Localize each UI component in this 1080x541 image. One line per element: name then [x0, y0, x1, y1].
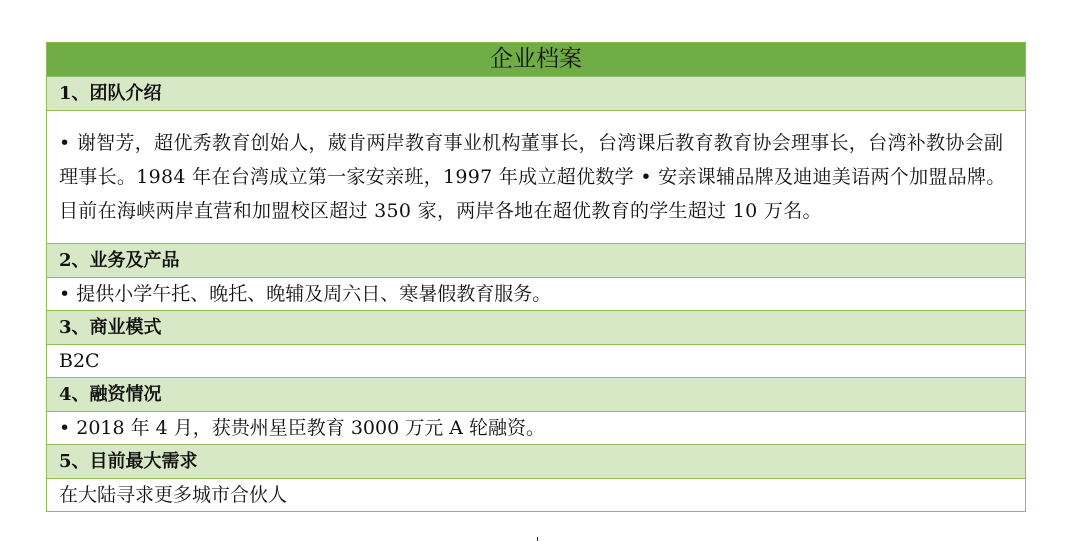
divider-mark — [537, 537, 538, 541]
table-title: 企业档案 — [47, 43, 1026, 77]
section-content-row — [47, 412, 1026, 445]
section-content-business: • 提供小学午托、晚托、晚辅及周六日、寒暑假教育服务。 — [47, 278, 1026, 311]
section-heading-row — [47, 378, 1026, 412]
section-heading-row — [47, 445, 1026, 479]
section-heading-business-model: 3、商业模式 — [47, 311, 1026, 345]
section-heading-financing: 4、融资情况 — [47, 378, 1026, 412]
section-heading-row — [47, 311, 1026, 345]
section-content-needs: 在大陆寻求更多城市合伙人 — [47, 479, 1026, 512]
section-heading-row — [47, 77, 1026, 111]
section-heading-team: 1、团队介绍 — [47, 77, 1026, 111]
section-content-row — [47, 278, 1026, 311]
section-content-row — [47, 345, 1026, 378]
company-profile-table — [46, 42, 1026, 512]
section-content-financing: • 2018 年 4 月，获贵州星臣教育 3000 万元 A 轮融资。 — [47, 412, 1026, 445]
section-heading-row — [47, 244, 1026, 278]
section-content-team: • 谢智芳，超优秀教育创始人，葳肯两岸教育事业机构董事长，台湾课后教育教育协会理事长，台湾补教协会副理事长。1984 年在台湾成立第一家安亲班，1997 年成立超优数学 • 安亲课辅品牌及迪迪美语两个加盟品牌。目前在海峡两岸直营和加盟校区超过 350 家，两岸各地在超优教育的学生超过 10 万名。 — [47, 111, 1026, 244]
title-row — [47, 43, 1026, 77]
section-content-row — [47, 479, 1026, 512]
section-heading-needs: 5、目前最大需求 — [47, 445, 1026, 479]
section-content-business-model: B2C — [47, 345, 1026, 378]
section-heading-business: 2、业务及产品 — [47, 244, 1026, 278]
section-content-row — [47, 111, 1026, 244]
